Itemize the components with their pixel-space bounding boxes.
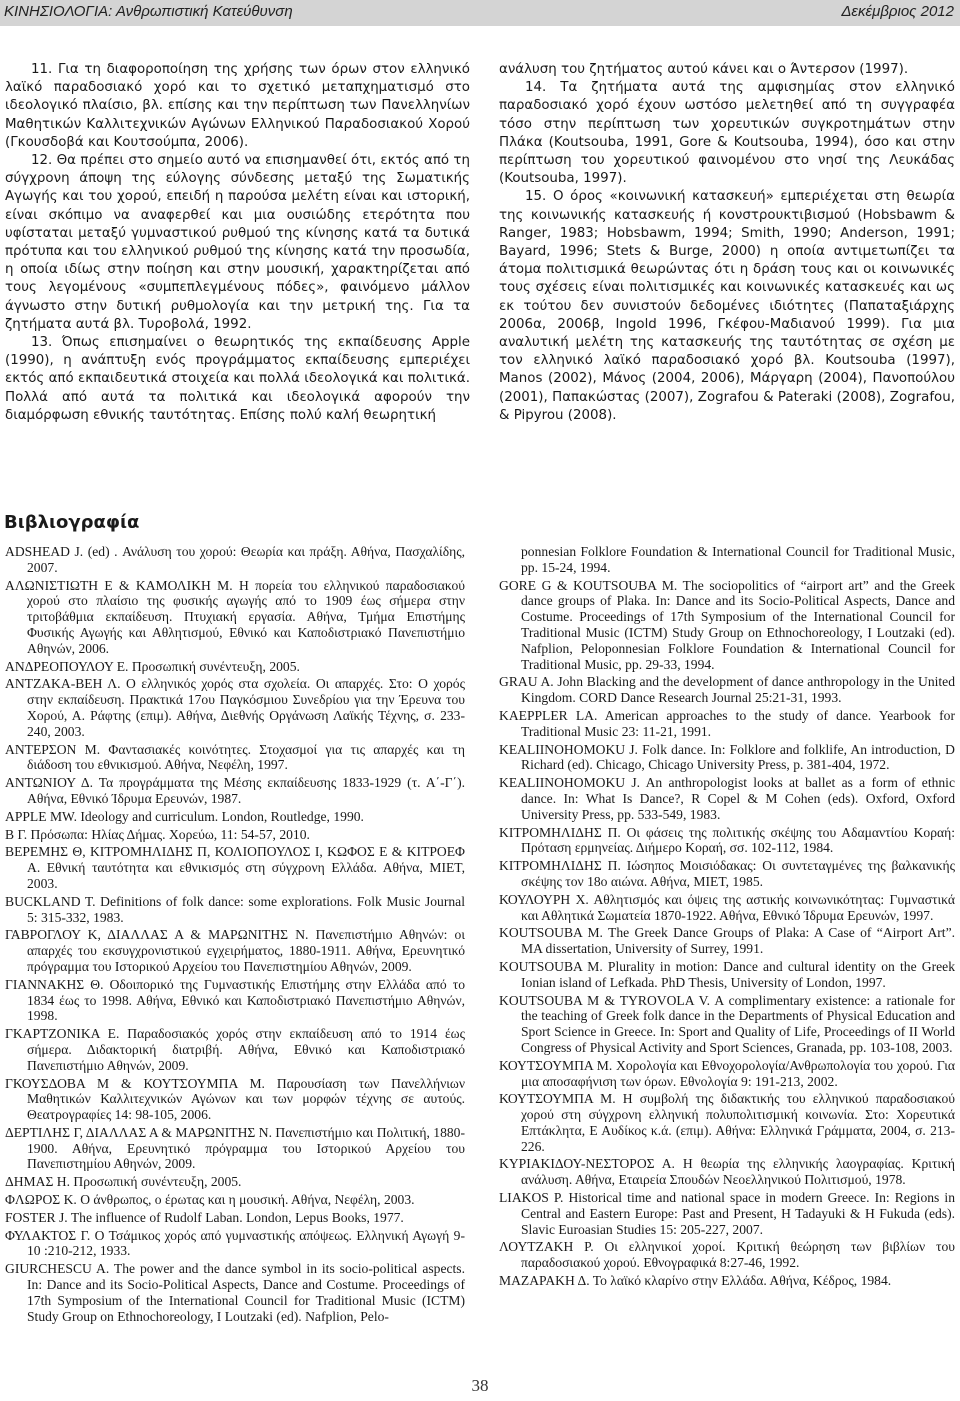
reference-entry: KOUTSOUBA M. The Greek Dance Groups of Plaka: A Case of “Airport Art”. MA dissertation, University of Surrey, 1991. [499,925,955,957]
reference-entry: ΚΟΥΤΣΟΥΜΠΑ Μ. Χορολογία και Εθνοχορολογία/Ανθρωπολογία του χορού. Για μια αποσαφήνιση των όρων. Εθνολογία 9: 191-213, 2002. [499,1057,955,1089]
reference-entry: KOUTSOUBA M. Plurality in motion: Dance and cultural identity on the Greek Ionian island of Lefkada. PhD Thesis, University of London, 1997. [499,958,955,990]
reference-entry: ADSHEAD J. (ed) . Ανάλυση του χορού: Θεωρία και πράξη. Αθήνα, Πασχαλίδης, 2007. [5,544,465,575]
reference-entry: ΓΚΑΡΤΖΟΝΙΚΑ Ε. Παραδοσιακός χορός στην εκπαίδευση από το 1914 έως σήμερα. Διδακτορική διατριβή. Αθήνα, Εθνικό και Καποδιστριακό Πανεπιστήμιο Αθηνών, 2009. [5,1026,465,1073]
footnote-14: 14. Τα ζητήματα αυτά της αμφισημίας στον ελληνικό παραδοσιακό χορό έχουν ωστόσο μελετηθεί από τη συγγραφέα τόσο στην περίπτωση των χορευτικών συγκροτημάτων στην Πλάκα (Koutsouba, 1991, Gore & Koutsouba, 1994), όσο και στην περίπτωση του χορευτικού φαινομένου στο νησί της Λευκάδας (Koutsouba, 1997). [499,80,955,187]
footnotes-left-column [5,61,470,425]
reference-entry: BUCKLAND T. Definitions of folk dance: some explorations. Folk Music Journal 5: 315-332, 1983. [5,893,465,925]
reference-entry: ΓΙΑΝΝΑΚΗΣ Θ. Οδοιπορικό της Γυμναστικής Επιστήμης στην Ελλάδα από το 1834 έως το 1998. Αθήνα, Εθνικό και Καποδιστριακό Πανεπιστήμιο Αθηνών, 1998. [5,976,465,1024]
reference-entry: ΚΟΥΤΣΟΥΜΠΑ Μ. Η συμβολή της διδακτικής του ελληνικού παραδοσιακού χορού στη σύγχρονη ελληνική πολυπολιτισμική κοινωνία. Στο: Χορευτικά Επτάκλητα, Ε Αυδίκος κ.ά. (επιμ). Αθήνα: Ελληνικά Γράμματα, 2004, σ. 213-226. [499,1091,955,1154]
footnote-11: 11. Για τη διαφοροποίηση της χρήσης των όρων στον ελληνικό λαϊκό παραδοσιακό χορό και το σχετικό μεταπχηματισμό στο ιδεολογικό πλαίσιο, βλ. επίσης και την περίπτωση των Πανελληνίων Μαθητικών Καλλιτεχνικών Αγώνων Ελληνικού Παραδοσιακού Χορού (Γκουσδοβά και Κουτσούμπα, 2006). [5,62,470,150]
references-left-column [5,544,465,1326]
reference-entry: GIURCHESCU A. The power and the dance symbol in its socio-political aspects. In: Dance and its Socio-Political Aspects, Dance and Costume. Proceedings of 17th Symposium of the International Council for Traditional Music (ICTM) Study Group on Ethnochoreology, I Loutzaki (ed). Nafplion, Pelo- [5,1261,465,1324]
footnotes-right-column [499,61,955,425]
footnote-12: 12. Θα πρέπει στο σημείο αυτό να επισημανθεί ότι, εκτός από τη σύγχρονη άποψη της εύλογης σύνδεσης μεταξύ της Σωματικής Αγωγής και του χορού, επειδή η παρούσα μελέτη είναι και ιστορική, είναι σκόπιμο να αναφερθεί και μια ουσιώδης ετερότητα που υφίσταται μεταξύ γυμναστικού ρυθμού της κίνησης κατά τα δυτικά πρότυπα και του ελληνικού ρυθμού της κίνησης κατά την προσωδία, η οποία ιδίως στην ποίηση και στην μουσική, χαρακτηρίζεται από τους λεγομένους «συμπεπλεγμένους πόδες», φαινόμενο μάλλον άγνωστο στην δυτική ρυθμολογία και την μετρική της. Για τα ζητήματα αυτά βλ. Τυροβολά, 1992. [5,153,470,332]
references-right-column [499,544,955,1291]
reference-entry: ΚΥΡΙΑΚΙΔΟΥ-ΝΕΣΤΟΡΟΣ Α. Η θεωρία της ελληνικής λαογραφίας. Κριτική ανάλυση. Αθήνα, Εταιρεία Σπουδών Νεοελληνικού Πολιτισμού, 1978. [499,1156,955,1188]
reference-entry: ΦΛΩΡΟΣ Κ. Ο άνθρωπος, ο έρωτας και η μουσική. Αθήνα, Νεφέλη, 2003. [5,1192,415,1208]
reference-entry: FOSTER J. The influence of Rudolf Laban. London, Lepus Books, 1977. [5,1209,404,1225]
journal-title: ΚΙΝΗΣΙΟΛΟΓΙΑ: Ανθρωπιστική Κατεύθυνση [4,3,293,20]
reference-entry: ΛΟΥΤΖΑΚΗ Ρ. Οι ελληνικοί χοροί. Κριτική θεώρηση των βιβλίων του παραδοσιακού χορού. Εθνογραφικά 8:27-46, 1992. [499,1239,955,1271]
reference-entry: ΦΥΛΑΚΤΟΣ Γ. Ο Τσάμικος χορός από γυμναστικής απόψεως. Ελληνική Αγωγή 9-10 :210-212, 1933. [5,1227,465,1259]
reference-entry-continued: ponnesian Folklore Foundation & International Council for Traditional Music, pp. 15-24, 1994. [521,544,955,575]
reference-entry: ΚΙΤΡΟΜΗΛΙΔΗΣ Π. Οι φάσεις της πολιτικής σκέψης του Αδαμαντίου Κοραή: Πρόταση ερμηνείας. Διήμερο Κοραή, σσ. 102-112, 1984. [499,824,955,856]
reference-entry: ΑΛΩΝΙΣΤΙΩΤΗ Ε & ΚΑΜΟΛΙΚΗ Μ. Η πορεία του ελληνικού παραδοσιακού χορού στο πλαίσιο της φυσικής αγωγής από το 1909 έως σήμερα στην τριτοβάθμια εκπαίδευση. Πτυχιακή εργασία. Αθήνα, Τμήμα Επιστήμης Φυσικής Αγωγής και Αθλητισμού, Εθνικό και Καποδιστριακό Πανεπιστήμιο Αθηνών, 2006. [5,577,465,656]
reference-entry: ΓΚΟΥΣΔΟΒΑ Μ & ΚΟΥΤΣΟΥΜΠΑ Μ. Παρουσίαση των Πανελλήνιων Μαθητικών Καλλιτεχνικών Αγώνων και των μορφών τέχνης σε αυτούς. Θεατρογραφίες 14: 98-105, 2006. [5,1075,465,1123]
reference-entry: ΓΑΒΡΟΓΛΟΥ Κ, ΔΙΑΛΛΑΣ Α & ΜΑΡΩΝΙΤΗΣ Ν. Πανεπιστήμιο Αθηνών: οι απαρχές του εκσυγχρονιστικού εγχειρήματος, 1880-1911. Αθήνα, Ερευνητικό πρόγραμμα του Ιστορικού Αρχείου του Πανεπιστημίου Αθηνών, 2009. [5,927,465,974]
footnote-13: 13. Όπως επισημαίνει ο θεωρητικός της εκπαίδευσης Apple (1990), η ανάπτυξη ενός προγράμματος εκπαίδευσης εμπεριέχει εκτός από εκπαιδευτικά στοιχεία και πολλά ιδεολογικά και πολιτικά. Πολλά από αυτά τα πολιτικά και ιδεολογικά αφορούν την διαμόρφωση εθνικής ταυτότητας. Επίσης πολύ καλή θεωρητική [5,335,470,423]
reference-entry: ΑΝΤΩΝΙΟΥ Δ. Τα προγράμματα της Μέσης εκπαίδευσης 1833-1929 (τ. Α΄-Γ΄). Αθήνα, Εθνικό Ίδρυμα Ερευνών, 1987. [5,775,465,806]
reference-entry: Β Γ. Πρόσωπα: Ηλίας Δήμας. Χορεύω, 11: 54-57, 2010. [5,826,310,842]
bibliography-heading: Βιβλιογραφία [4,512,140,533]
page-number: 38 [471,1376,489,1395]
reference-entry: ΑΝΔΡΕΟΠΟΥΛΟΥ Ε. Προσωπική συνέντευξη, 2005. [5,658,300,674]
reference-entry: ΒΕΡΕΜΗΣ Θ, ΚΙΤΡΟΜΗΛΙΔΗΣ Π, ΚΟΛΙΟΠΟΥΛΟΣ Ι, ΚΩΦΟΣ Ε & ΚΙΤΡΟΕΦ Α. Εθνική ταυτότητα και εθνικισμός στη σύγχρονη Ελλάδα. Αθήνα, ΜΙΕΤ, 2003. [5,844,465,891]
reference-entry: GORE G & KOUTSOUBA M. The sociopolitics of “airport art” and the Greek dance groups of Plaka. In: Dance and its Socio-Political Aspects, Dance and Costume. Proceedings of 17th Symposium of the International Council for Traditional Music (ICTM) Study Group on Ethnochoreology, I Loutzaki (ed). Nafplion, Peloponnesian Folklore Foundation & International Council for Traditional Music, pp. 29-33, 1994. [499,577,955,672]
reference-entry: ΔΗΜΑΣ Η. Προσωπική συνέντευξη, 2005. [5,1174,242,1190]
footnote-15: 15. Ο όρος «κοινωνική κατασκευή» εμπεριέχεται στη θεωρία της κοινωνικής κατασκευής ή κονστρουκτιβισμού (Hobsbawm & Ranger, 1983; Hobsbawm, 1994; Smith, 1990; Anderson, 1991; Bayard, 1996; Stets & Burge, 2000) η οποία αντιμετωπίζει τα άτομα πολιτισμικά θεωρώντας ότι η δράση τους και οι κοινωνικές τους σχέσεις είναι πολιτισμικές και κοινωνικές κατασκευές και ως εκ τούτου δεν συνιστούν δεδομένες ιδιότητες (Παπαταξιάρχης 2006α, 2006β, Ingold 1996, Γκέφου-Μαδιανού 1999). Για μια αναλυτική μελέτη της κατασκευής της ταυτότητας σε σχέση με τον ελληνικό λαϊκό παραδοσιακό χορό βλ. Koutsouba (1997), Manos (2002), Μάνος (2004, 2006), Μάργαρη (2004), Πανοπούλου (2001), Παπακώστας (2007), Zografou & Pateraki (2008), Zografou, & Pipyrou (2008). [499,189,955,423]
reference-entry: ΑΝΤΕΡΣΟΝ Μ. Φαντασιακές κοινότητες. Στοχασμοί για τις απαρχές και τη διάδοση του εθνικισμού. Αθήνα, Νεφέλη, 1997. [5,741,465,773]
reference-entry: ΑΝΤΖΑΚΑ-ΒΕΗ Λ. Ο ελληνικός χορός στα σχολεία. Οι απαρχές. Στο: Ο χορός στην εκπαίδευση. Πρακτικά 17ου Παγκόσμιου Συνεδρίου για την Έρευνα του Χορού, Α. Ράφτης (επιμ). Αθήνα, Διεθνής Οργάνωση Λαϊκής Τέχνης, σ. 233-240, 2003. [5,676,465,739]
reference-entry: KEALIINOHOMOKU J. An anthropologist looks at ballet as a form of ethnic dance. In: What Is Dance?, R Copel & M Cohen (eds). Oxford, Oxford University Press, pp. 533-549, 1983. [499,775,955,822]
footnote-13-continued: ανάλυση του ζητήματος αυτού κάνει και ο Άντερσον (1997). [499,62,909,77]
reference-entry: ΚΟΥΛΟΥΡΗ Χ. Αθλητισμός και όψεις της αστικής κοινωνικότητας: Γυμναστικά και Αθλητικά Σωματεία 1870-1922. Αθήνα, Εθνικό Ίδρυμα Ερευνών, 1997. [499,891,955,923]
reference-entry: KEALIINOHOMOKU J. Folk dance. In: Folklore and folklife, An introduction, D Richard (ed). Chicago, Chicago University Press, p. 381-404, 1972. [499,741,955,773]
reference-entry: LIAKOS P. Historical time and national space in modern Greece. In: Regions in Central and Eastern Europe: Past and Present, H Tadayuki & H Fukuda (eds). Slavic Euroasian Studies 15: 205-227, 2007. [499,1190,955,1237]
issue-date: Δεκέμβριος 2012 [841,3,954,20]
reference-entry: ΚΙΤΡΟΜΗΛΙΔΗΣ Π. Ιώσηπος Μοισιόδακας: Οι συντεταγμένες της βαλκανικής σκέψης τον 18ο αιώνα. Αθήνα, ΜΙΕΤ, 1985. [499,858,955,889]
reference-entry: ΔΕΡΤΙΛΗΣ Γ, ΔΙΑΛΛΑΣ Α & ΜΑΡΩΝΙΤΗΣ Ν. Πανεπιστήμιο και Πολιτική, 1880-1900. Αθήνα, Ερευνητικό πρόγραμμα του Ιστορικού Αρχείου του Πανεπιστημίου Αθηνών, 2009. [5,1124,465,1172]
reference-entry: KOUTSOUBA M & TYROVOLA V. A complimentary existence: a rationale for the teaching of Greek folk dance in the Departments of Physical Education and Sport Science in Greece. In: Sport and Quality of Life, Proceedings of II World Congress of Physical Activity and Sport Sciences, Granada, pp. 103-108, 2003. [499,992,955,1055]
reference-entry: APPLE MW. Ideology and curriculum. London, Routledge, 1990. [5,808,364,824]
reference-entry: KAEPPLER LA. American approaches to the study of dance. Yearbook for Traditional Music 23: 11-21, 1991. [499,707,955,739]
reference-entry: ΜΑΖΑΡΑΚΗ Δ. Το λαϊκό κλαρίνο στην Ελλάδα. Αθήνα, Κέδρος, 1984. [499,1273,892,1289]
reference-entry: GRAU A. John Blacking and the development of dance anthropology in the United Kingdom. CORD Dance Research Journal 25:21-31, 1993. [499,674,955,706]
running-header [0,0,960,26]
